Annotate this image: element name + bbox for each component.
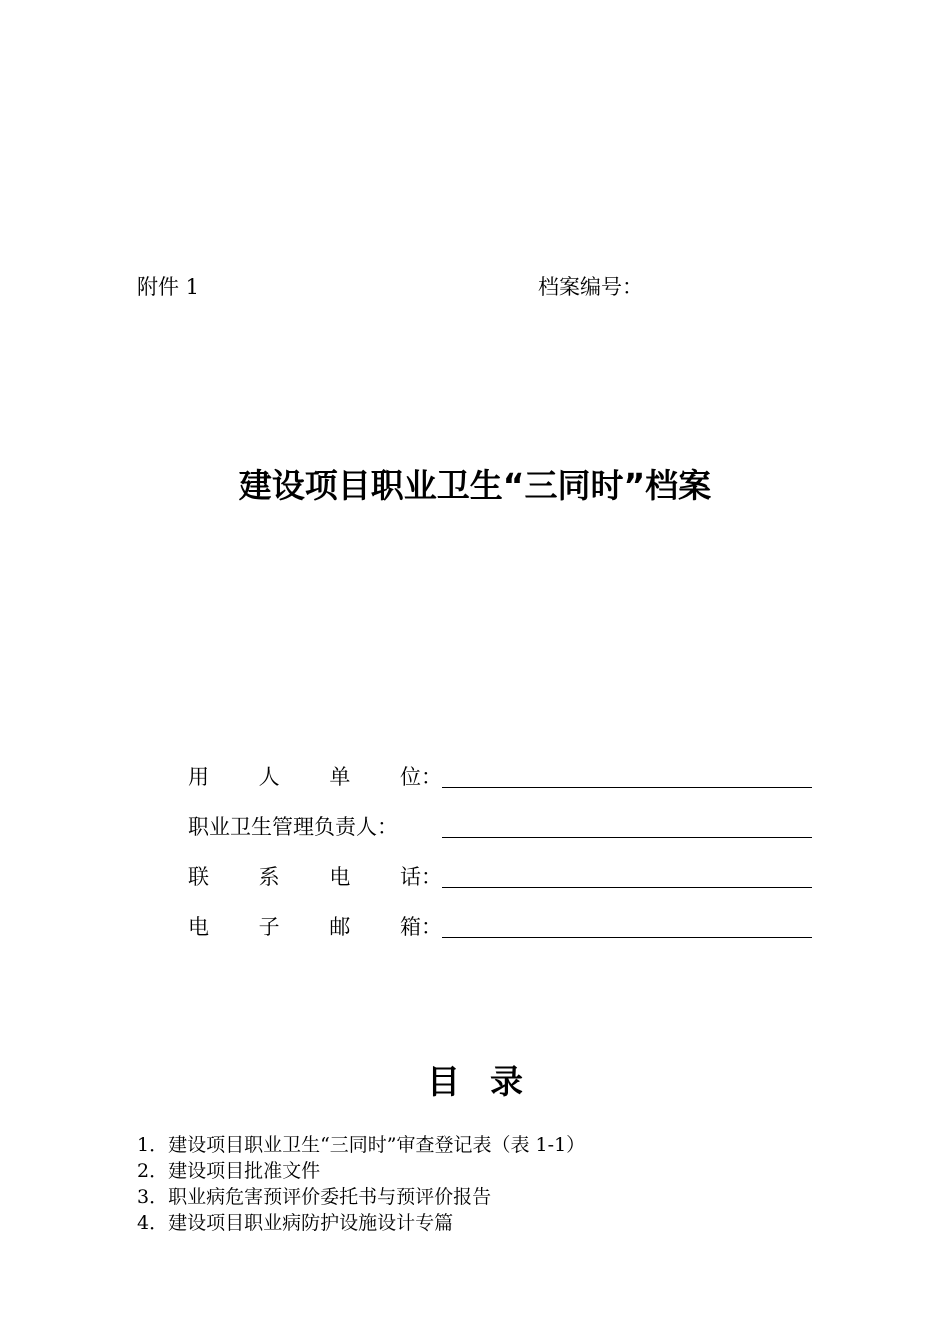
- email-row: [188, 892, 818, 942]
- toc-list: [137, 1132, 585, 1236]
- toc-item: 2．建设项目批准文件: [137, 1160, 321, 1182]
- label-char: 子: [258, 915, 280, 939]
- toc-item: 4．建设项目职业病防护设施设计专篇: [137, 1212, 454, 1234]
- label-text: 职业卫生管理负责人：: [188, 815, 398, 839]
- phone-row: [188, 842, 818, 892]
- label-char: 人: [258, 765, 280, 789]
- manager-label: [188, 812, 442, 842]
- label-char: 系: [258, 865, 280, 889]
- label-char: 邮: [329, 915, 351, 939]
- email-label: [188, 912, 442, 942]
- employer-label: [188, 762, 442, 792]
- label-char: 用: [188, 765, 209, 789]
- employer-row: [188, 742, 818, 792]
- attachment-label: 附件 1: [137, 275, 200, 299]
- info-form: [188, 742, 818, 942]
- label-char: 箱：: [399, 915, 442, 939]
- manager-row: [188, 792, 818, 842]
- label-char: 话：: [399, 865, 442, 889]
- phone-label: [188, 862, 442, 892]
- archive-number-label: 档案编号：: [538, 275, 643, 299]
- label-char: 联: [188, 865, 209, 889]
- email-field[interactable]: [442, 909, 812, 938]
- label-char: 单: [329, 765, 351, 789]
- label-char: 电: [329, 865, 351, 889]
- toc-item: 3．职业病危害预评价委托书与预评价报告: [137, 1186, 492, 1208]
- document-title: 建设项目职业卫生“三同时”档案: [238, 466, 712, 505]
- label-char: 位：: [399, 765, 442, 789]
- toc-title: 目录: [427, 1062, 553, 1101]
- toc-item: 1．建设项目职业卫生“三同时”审查登记表（表 1-1）: [137, 1134, 586, 1156]
- manager-field[interactable]: [442, 809, 812, 838]
- label-char: 电: [188, 915, 209, 939]
- phone-field[interactable]: [442, 859, 812, 888]
- employer-field[interactable]: [442, 759, 812, 788]
